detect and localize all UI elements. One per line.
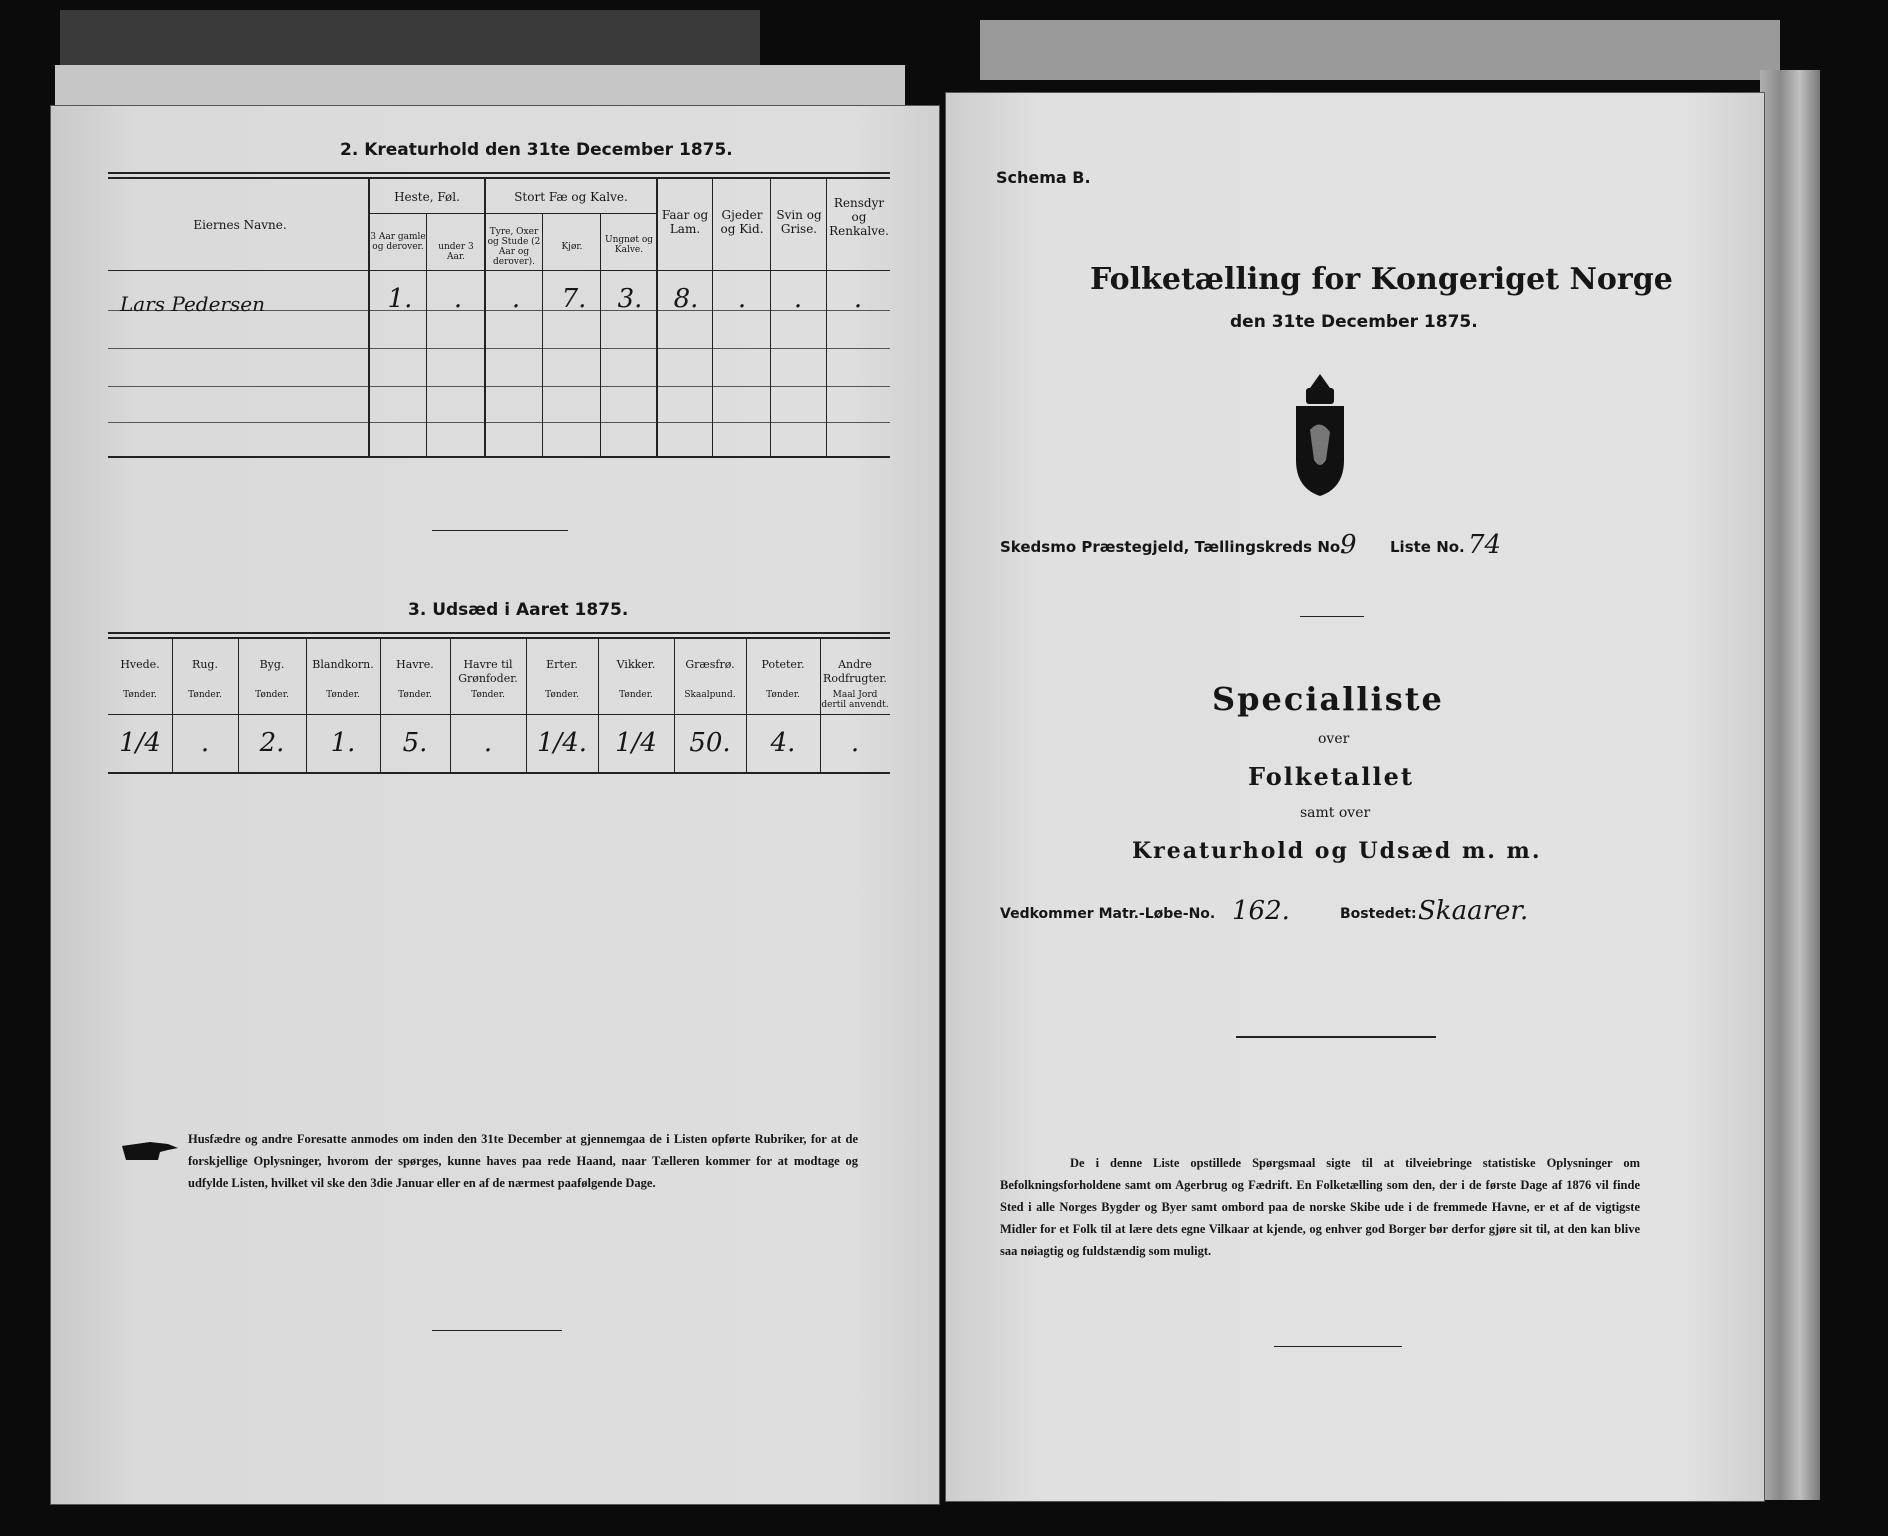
page-stack-top [980, 20, 1780, 80]
section2-title: 2. Kreaturhold den 31te December 1875. [340, 140, 733, 160]
sowing-value: 1/4. [536, 728, 588, 758]
sowing-header: Hvede. [120, 658, 160, 671]
livestock-heading: Kreaturhold og Udsæd m. m. [1132, 838, 1542, 864]
value-pigs: . [793, 284, 803, 314]
sowing-header: Erter. [546, 658, 578, 671]
right-page [945, 92, 1765, 1502]
parish-label: Skedsmo Præstegjeld, Tællingskreds No. [1000, 538, 1346, 556]
sowing-unit: Tønder. [471, 690, 505, 700]
sowing-unit: Tønder. [545, 690, 579, 700]
sowing-value: 1/4 [615, 728, 657, 758]
census-date: den 31te December 1875. [1230, 312, 1478, 332]
value-young-cattle: 3. [617, 284, 643, 314]
sowing-unit: Maal Jord dertil anvendt. [821, 690, 889, 710]
population-heading: Folketallet [1248, 762, 1414, 791]
sowing-value: . [483, 728, 493, 758]
sowing-value: 5. [402, 728, 428, 758]
sowing-unit: Tønder. [766, 690, 800, 700]
value-sheep: 8. [673, 284, 699, 314]
sowing-value: 1/4 [119, 728, 161, 758]
over-label: over [1318, 731, 1350, 747]
page-stack-edge [1760, 70, 1820, 1500]
coat-of-arms-icon [1290, 370, 1350, 500]
census-title: Folketælling for Kongeriget Norge [1090, 262, 1673, 297]
instructions-notice: Husfædre og andre Foresatte anmodes om inden den 31te December at gjennemgaa de i Listen opførte Rubriker, for at de forskjellige Oplysninger, hvorom der spørges, kunne haves paa rede Haand, naar Tælleren kommer for at modtage og udfylde Listen, hvilket vil ske den 3die Januar eller en af de nærmest paafølgende Dage. [188, 1132, 858, 1190]
special-list-heading: Specialliste [1212, 680, 1444, 718]
sowing-unit: Skaalpund. [684, 690, 736, 700]
col-young-cattle: Ungnøt og Kalve. [604, 235, 653, 255]
value-goats: . [737, 284, 747, 314]
sowing-value: 50. [689, 728, 731, 758]
sowing-header: Havre. [396, 658, 434, 671]
divider [432, 1330, 562, 1331]
owner-name-header: Eiernes Navne. [193, 218, 287, 232]
sowing-unit: Tønder. [255, 690, 289, 700]
col-pigs: Svin og Grise. [776, 208, 822, 236]
col-goats: Gjeder og Kid. [720, 208, 764, 236]
col-reindeer: Rensdyr og Renkalve. [829, 196, 889, 238]
sowing-unit: Tønder. [619, 690, 653, 700]
sowing-header: Havre til Grønfoder. [458, 658, 518, 685]
col-cows: Kjør. [561, 242, 583, 252]
matr-label: Vedkommer Matr.-Løbe-No. [1000, 906, 1216, 922]
sowing-unit: Tønder. [398, 690, 432, 700]
sowing-value: . [200, 728, 210, 758]
sowing-header: Byg. [259, 658, 285, 671]
col-horses-young: under 3 Aar. [438, 242, 474, 262]
sowing-unit: Tønder. [123, 690, 157, 700]
sowing-header: Græsfrø. [685, 658, 735, 671]
sowing-value: 4. [770, 728, 796, 758]
divider [1274, 1346, 1402, 1347]
sowing-header: Rug. [192, 658, 218, 671]
matr-number: 162. [1232, 896, 1290, 926]
district-number: 9 [1340, 530, 1357, 560]
col-horses-old: 3 Aar gamle og derover. [370, 232, 426, 252]
sowing-header: Andre Rodfrugter. [823, 658, 887, 685]
sowing-value: 2. [259, 728, 285, 758]
sowing-value: 1. [330, 728, 356, 758]
value-horses-young: . [453, 284, 463, 314]
schema-label: Schema B. [996, 168, 1091, 187]
horses-group-header: Heste, Føl. [394, 190, 460, 204]
divider [432, 530, 568, 531]
pointing-hand-icon [120, 1134, 180, 1164]
sowing-unit: Tønder. [326, 690, 360, 700]
value-cows: 7. [561, 284, 587, 314]
value-horses-old: 1. [387, 284, 413, 314]
section3-title: 3. Udsæd i Aaret 1875. [408, 600, 629, 620]
col-sheep: Faar og Lam. [661, 208, 709, 236]
census-purpose-text: De i denne Liste opstillede Spørgsmaal sigte til at tilveiebringe statistiske Oplysninger om Befolkningsforholdene samt om Agerbrug og Fædrift. En Folketælling som den, der i de første Dage af 1876 vil finde Sted i alle Norges Bygder og Byer samt ombord paa de norske Skibe ude i de fremmede Havne, er et af de vigtigste Midler for et Folk til at lære dets egne Vilkaar at kjende, og enhver god Borger bør derfor gjøre sit til, at den kan blive saa nøiagtig og fuldstændig som muligt. [1000, 1156, 1640, 1258]
sowing-header: Vikker. [616, 658, 656, 671]
residence-label: Bostedet: [1340, 906, 1417, 922]
sowing-value: . [850, 728, 860, 758]
cattle-group-header: Stort Fæ og Kalve. [514, 190, 628, 204]
col-bulls: Tyre, Oxer og Stude (2 Aar og derover). [487, 227, 541, 267]
divider [1236, 1036, 1436, 1038]
list-number: 74 [1468, 530, 1502, 560]
binding-strip [60, 10, 760, 65]
also-over-label: samt over [1300, 805, 1371, 821]
sowing-unit: Tønder. [188, 690, 222, 700]
residence-value: Skaarer. [1418, 896, 1529, 926]
value-bulls: . [511, 284, 521, 314]
owner-name-value: Lars Pedersen [120, 292, 265, 316]
divider [1300, 616, 1364, 617]
value-reindeer: . [853, 284, 863, 314]
sowing-header: Poteter. [761, 658, 805, 671]
sowing-header: Blandkorn. [312, 658, 374, 671]
list-label: Liste No. [1390, 538, 1465, 556]
